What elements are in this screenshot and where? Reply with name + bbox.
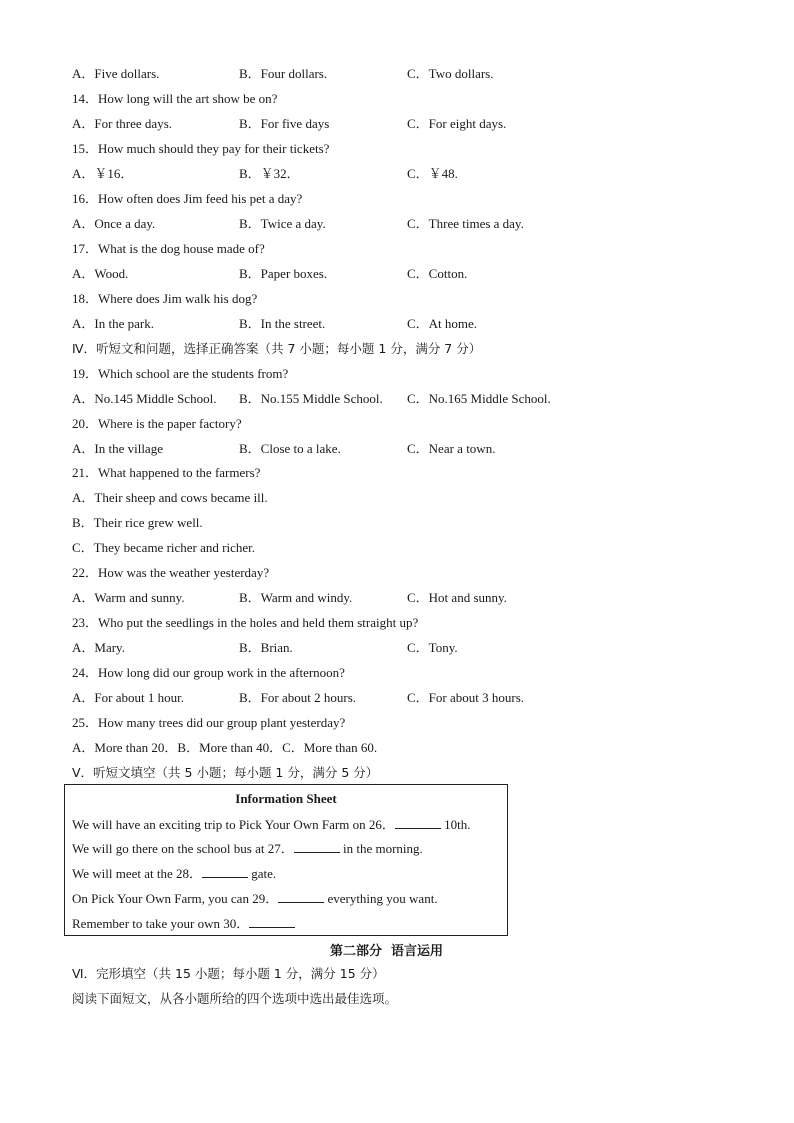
q13-option-a: A．Five dollars. xyxy=(72,66,160,81)
section-6-title: Ⅵ．完形填空（共 15 小题；每小题 1 分，满分 15 分） xyxy=(72,966,385,981)
blank-26 xyxy=(395,817,441,829)
q19-option-c: C．No.165 Middle School. xyxy=(407,391,551,406)
q20-option-b: B．Close to a lake. xyxy=(239,441,341,456)
q14-stem: 14．How long will the art show be on? xyxy=(72,91,278,106)
q17-option-a: A．Wood. xyxy=(72,266,129,281)
q15-option-a: A．￥16． xyxy=(72,166,134,181)
q18-option-b: B．In the street. xyxy=(239,316,326,331)
q16-option-b: B．Twice a day. xyxy=(239,216,326,231)
q21-option-a: A．Their sheep and cows became ill. xyxy=(72,490,268,505)
information-sheet-title: Information Sheet xyxy=(235,791,337,806)
q22-stem: 22．How was the weather yesterday? xyxy=(72,565,270,580)
q20-option-a: A．In the village xyxy=(72,441,163,456)
q15-option-b: B．￥32． xyxy=(239,166,300,181)
q21-option-b: B．Their rice grew well. xyxy=(72,515,203,530)
q17-option-c: C．Cotton. xyxy=(407,266,468,281)
q19-option-a: A．No.145 Middle School. xyxy=(72,391,217,406)
q20-option-c: C．Near a town. xyxy=(407,441,496,456)
info-line-28: We will meet at the 28． gate. xyxy=(72,866,277,881)
section-6-instruction: 阅读下面短文，从各小题所给的四个选项中选出最佳选项。 xyxy=(72,991,398,1006)
q13-option-b: B．Four dollars. xyxy=(239,66,328,81)
q20-stem: 20．Where is the paper factory? xyxy=(72,416,242,431)
q23-option-b: B．Brian. xyxy=(239,640,293,655)
info-line-29: On Pick Your Own Farm, you can 29． everything you want. xyxy=(72,891,438,906)
q23-stem: 23．Who put the seedlings in the holes and held them straight up? xyxy=(72,615,419,630)
q15-stem: 15．How much should they pay for their tickets? xyxy=(72,141,330,156)
q14-option-b: B．For five days xyxy=(239,116,330,131)
q22-option-b: B．Warm and windy. xyxy=(239,590,353,605)
q13-option-c: C．Two dollars. xyxy=(407,66,494,81)
q22-option-c: C．Hot and sunny. xyxy=(407,590,507,605)
q19-stem: 19．Which school are the students from? xyxy=(72,366,289,381)
q24-option-a: A．For about 1 hour. xyxy=(72,690,184,705)
blank-28 xyxy=(202,866,248,878)
q18-stem: 18．Where does Jim walk his dog? xyxy=(72,291,258,306)
q23-option-c: C．Tony. xyxy=(407,640,458,655)
q17-stem: 17．What is the dog house made of? xyxy=(72,241,265,256)
q16-option-c: C．Three times a day. xyxy=(407,216,524,231)
q18-option-c: C．At home. xyxy=(407,316,478,331)
q14-option-c: C．For eight days. xyxy=(407,116,507,131)
q14-option-a: A．For three days. xyxy=(72,116,173,131)
section-5-title: Ⅴ．听短文填空（共 5 小题；每小题 1 分，满分 5 分） xyxy=(72,765,379,780)
q15-option-c: C．￥48. xyxy=(407,166,458,181)
blank-29 xyxy=(278,891,324,903)
q25-stem: 25．How many trees did our group plant yesterday? xyxy=(72,715,346,730)
q24-option-c: C．For about 3 hours. xyxy=(407,690,525,705)
q21-stem: 21．What happened to the farmers? xyxy=(72,465,261,480)
info-line-30: Remember to take your own 30． xyxy=(72,916,295,932)
q23-option-a: A．Mary. xyxy=(72,640,125,655)
q24-option-b: B．For about 2 hours. xyxy=(239,690,357,705)
part-2-title: 第二部分 语言运用 xyxy=(330,944,444,959)
q18-option-a: A．In the park. xyxy=(72,316,154,331)
information-sheet-box xyxy=(64,784,508,936)
q16-stem: 16．How often does Jim feed his pet a day? xyxy=(72,191,303,206)
q22-option-a: A．Warm and sunny. xyxy=(72,590,185,605)
blank-30 xyxy=(249,916,295,928)
blank-27 xyxy=(294,841,340,853)
q24-stem: 24．How long did our group work in the afternoon? xyxy=(72,665,345,680)
q21-option-c: C．They became richer and richer. xyxy=(72,540,255,555)
q17-option-b: B．Paper boxes. xyxy=(239,266,328,281)
info-line-26: We will have an exciting trip to Pick Your Own Farm on 26． 10th. xyxy=(72,817,471,832)
q16-option-a: A．Once a day. xyxy=(72,216,156,231)
q19-option-b: B．No.155 Middle School. xyxy=(239,391,383,406)
q25-options: A．More than 20．B．More than 40．C．More than 60. xyxy=(72,740,378,755)
info-line-27: We will go there on the school bus at 27． in the morning. xyxy=(72,841,423,856)
section-4-title: Ⅳ．听短文和问题，选择正确答案（共 7 小题；每小题 1 分，满分 7 分） xyxy=(72,341,482,356)
